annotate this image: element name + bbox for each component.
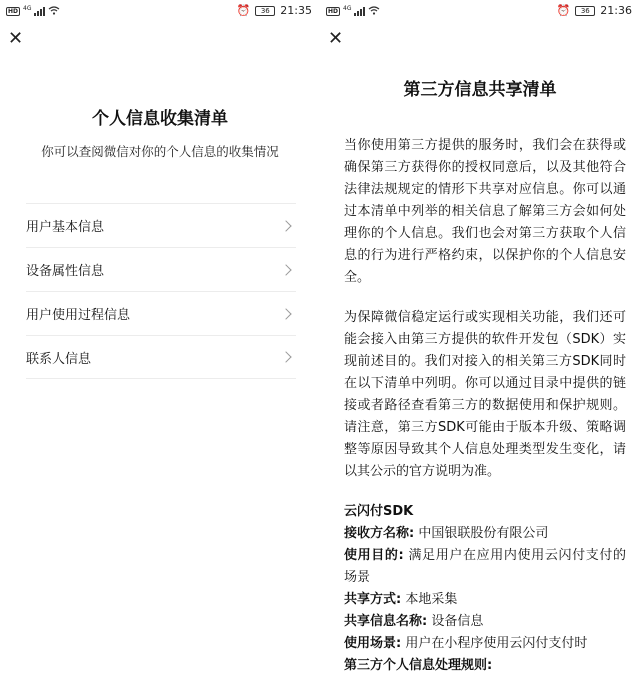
chevron-right-icon xyxy=(280,308,291,319)
intro-paragraph: 当你使用第三方提供的服务时，我们会在获得或确保第三方获得你的授权同意后，以及其他符合法律法规规定的情形下共享对应信息。你可以通过本清单中列举的相关信息了解第三方会如何处理你的个人信息。我们也会对第三方获取个人信息的行为进行严格约束，以保护你的个人信息安全。 xyxy=(344,138,626,285)
sdk-method: 共享方式: 本地采集 xyxy=(344,592,458,607)
sdk-info: 共享信息名称: 设备信息 xyxy=(344,614,484,629)
chevron-right-icon xyxy=(280,351,291,362)
sdk-rules-label: 第三方个人信息处理规则: xyxy=(344,658,493,673)
close-icon[interactable]: ✕ xyxy=(328,28,344,49)
list-item-user-basic-info[interactable] xyxy=(26,203,296,247)
signal-icon xyxy=(354,7,365,16)
list-item-device-info[interactable] xyxy=(26,247,296,291)
sdk-entry xyxy=(344,501,626,677)
third-party-sharing-screen xyxy=(320,0,640,685)
list-item-label: 联系人信息 xyxy=(26,351,92,367)
page-title: 第三方信息共享清单 xyxy=(403,80,557,100)
alarm-icon: ⏰ xyxy=(236,4,251,17)
list-item-label: 设备属性信息 xyxy=(26,264,105,279)
wifi-icon xyxy=(368,5,380,18)
sdk-receiver: 接收方名称: 中国银联股份有限公司 xyxy=(344,526,549,541)
network-type-icon: 4G xyxy=(343,5,352,12)
chevron-right-icon xyxy=(280,264,291,275)
status-time: 21:35 xyxy=(280,4,312,17)
close-icon[interactable]: ✕ xyxy=(8,28,24,49)
content-body xyxy=(344,135,626,677)
sdk-purpose: 使用目的: 满足用户在应用内使用云闪付支付的场景 xyxy=(344,548,626,585)
hd-icon: HD xyxy=(328,8,339,15)
battery-icon: 36 xyxy=(255,6,275,16)
list-item-usage-info[interactable] xyxy=(26,291,296,335)
page-title: 个人信息收集清单 xyxy=(92,109,228,129)
chevron-right-icon xyxy=(280,220,291,231)
network-type-icon: 4G xyxy=(23,5,32,12)
list-item-label: 用户使用过程信息 xyxy=(26,308,131,323)
info-category-list xyxy=(26,203,296,379)
hd-icon: HD xyxy=(8,8,19,15)
status-bar xyxy=(320,0,640,22)
sdk-name: 云闪付SDK xyxy=(344,504,414,519)
battery-icon: 36 xyxy=(575,6,595,16)
alarm-icon: ⏰ xyxy=(556,4,571,17)
sdk-paragraph: 为保障微信稳定运行或实现相关功能，我们还可能会接入由第三方提供的软件开发包（SDK）实现前述目的。我们对接入的相关第三方SDK同时在以下清单中列明。你可以通过目录中提供的链接或者路径查看第三方的数据使用和保护规则。请注意，第三方SDK可能由于版本升级、策略调整等原因导致其个人信息处理类型发生变化，请以其公示的官方说明为准。 xyxy=(344,310,626,479)
sdk-scene: 使用场景: 用户在小程序使用云闪付支付时 xyxy=(344,636,588,651)
status-time: 21:36 xyxy=(600,4,632,17)
wifi-icon xyxy=(48,5,60,18)
status-bar xyxy=(0,0,320,22)
signal-icon xyxy=(34,7,45,16)
page-subtitle: 你可以查阅微信对你的个人信息的收集情况 xyxy=(41,144,279,159)
list-item-contacts-info[interactable] xyxy=(26,335,296,379)
list-item-label: 用户基本信息 xyxy=(26,220,105,235)
